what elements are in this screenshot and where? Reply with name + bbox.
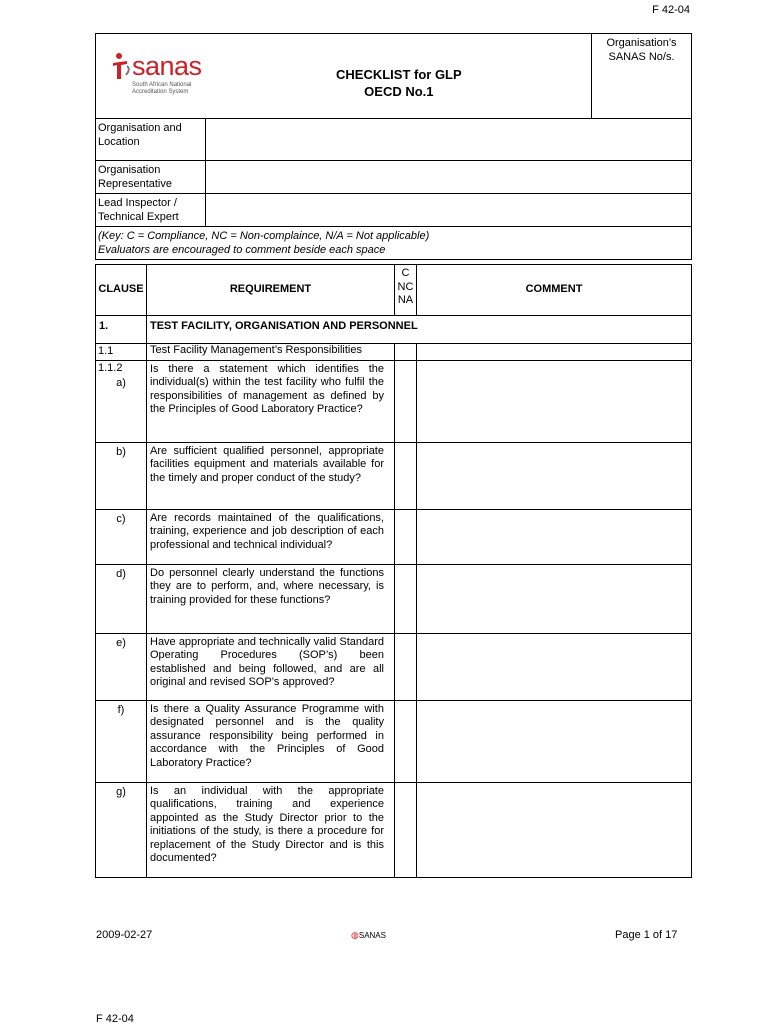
- header-requirement: REQUIREMENT: [147, 265, 395, 316]
- requirement-text: Have appropriate and technically valid Standard Operating Procedures (SOP’s) been established and being followed, and are all original and revised SOP’s approved?: [147, 633, 395, 700]
- footer-date: 2009-02-27: [96, 929, 153, 941]
- compliance-cell[interactable]: [395, 509, 417, 564]
- document-title: CHECKLIST for GLP OECD No.1: [336, 67, 462, 99]
- footer-logo: ◍SANAS: [351, 930, 386, 940]
- clause-cell: c): [96, 509, 147, 564]
- subsection-compliance[interactable]: [395, 344, 417, 361]
- table-row: [96, 442, 692, 509]
- logo-wordmark: sanas: [110, 52, 202, 80]
- subsection-number: 1.1: [96, 344, 147, 361]
- field-label-lead-inspector: Lead Inspector / Technical Expert: [96, 194, 206, 227]
- clause-cell: d): [96, 564, 147, 633]
- table-row: [96, 700, 692, 782]
- comment-cell[interactable]: [417, 564, 692, 633]
- field-value-lead-inspector[interactable]: [206, 194, 692, 227]
- document-code-bottom: F 42-04: [96, 1013, 134, 1025]
- table-row: [96, 564, 692, 633]
- clause-cell: e): [96, 633, 147, 700]
- comment-cell[interactable]: [417, 782, 692, 877]
- header-comment: COMMENT: [417, 265, 692, 316]
- sanas-logo: [110, 52, 202, 96]
- compliance-cell[interactable]: [395, 633, 417, 700]
- clause-cell: g): [96, 782, 147, 877]
- clause-cell: b): [96, 442, 147, 509]
- table-row: [96, 509, 692, 564]
- compliance-cell[interactable]: [395, 782, 417, 877]
- requirement-text: Are records maintained of the qualifications, training, experience and job description of each professional and technical individual?: [147, 509, 395, 564]
- requirement-text: Do personnel clearly understand the functions they are to perform, and, where necessary, is training provided for these functions?: [147, 564, 395, 633]
- figure-icon: [110, 52, 132, 80]
- compliance-cell[interactable]: [395, 442, 417, 509]
- subsection-comment[interactable]: [417, 344, 692, 361]
- compliance-cell[interactable]: [395, 700, 417, 782]
- field-label-representative: Organisation Representative: [96, 161, 206, 194]
- requirement-text: Is there a statement which identifies the individual(s) within the test facility who fulfil the responsibilities of management as defined by the Principles of Good Laboratory Practice?: [147, 360, 395, 442]
- comment-cell[interactable]: [417, 633, 692, 700]
- subsection-title: Test Facility Management’s Responsibilities: [147, 344, 395, 361]
- document-code-top: F 42-04: [652, 4, 690, 16]
- key-note: (Key: C = Compliance, NC = Non-complaince, N/A = Not applicable) Evaluators are encouraged to comment beside each space: [96, 227, 692, 260]
- page-number: Page 1 of 17: [615, 929, 678, 941]
- header-compliance: C NC NA: [395, 265, 417, 316]
- field-value-representative[interactable]: [206, 161, 692, 194]
- table-row: [96, 360, 692, 442]
- header-table: [95, 33, 692, 260]
- comment-cell[interactable]: [417, 509, 692, 564]
- clause-cell: f): [96, 700, 147, 782]
- header-clause: CLAUSE: [96, 265, 147, 316]
- sanas-number-label: Organisation’s SANAS No/s.: [592, 34, 692, 119]
- logo-subtitle: South African National Accreditation System: [132, 82, 192, 95]
- clause-cell: 1.1.2 a): [96, 360, 147, 442]
- field-value-organisation[interactable]: [206, 119, 692, 161]
- title-cell: [96, 34, 592, 119]
- requirement-text: Is there a Quality Assurance Programme with designated personnel and is the quality assurance responsibility being performed in accordance with the Principles of Good Laboratory Practice?: [147, 700, 395, 782]
- compliance-cell[interactable]: [395, 360, 417, 442]
- compliance-cell[interactable]: [395, 564, 417, 633]
- comment-cell[interactable]: [417, 700, 692, 782]
- table-row: [96, 782, 692, 877]
- section-title: TEST FACILITY, ORGANISATION AND PERSONNEL: [147, 316, 692, 344]
- checklist-table: [95, 264, 692, 878]
- sanas-mark-icon: ◍: [351, 930, 359, 940]
- comment-cell[interactable]: [417, 360, 692, 442]
- comment-cell[interactable]: [417, 442, 692, 509]
- requirement-text: Are sufficient qualified personnel, appropriate facilities equipment and materials available for the timely and proper conduct of the study?: [147, 442, 395, 509]
- field-label-organisation: Organisation and Location: [96, 119, 206, 161]
- section-number: 1.: [96, 316, 147, 344]
- requirement-text: Is an individual with the appropriate qualifications, training and experience appointed as the Study Director prior to the initiations of the study, is there a procedure for replacement of the Study Director and is this documented?: [147, 782, 395, 877]
- table-row: [96, 633, 692, 700]
